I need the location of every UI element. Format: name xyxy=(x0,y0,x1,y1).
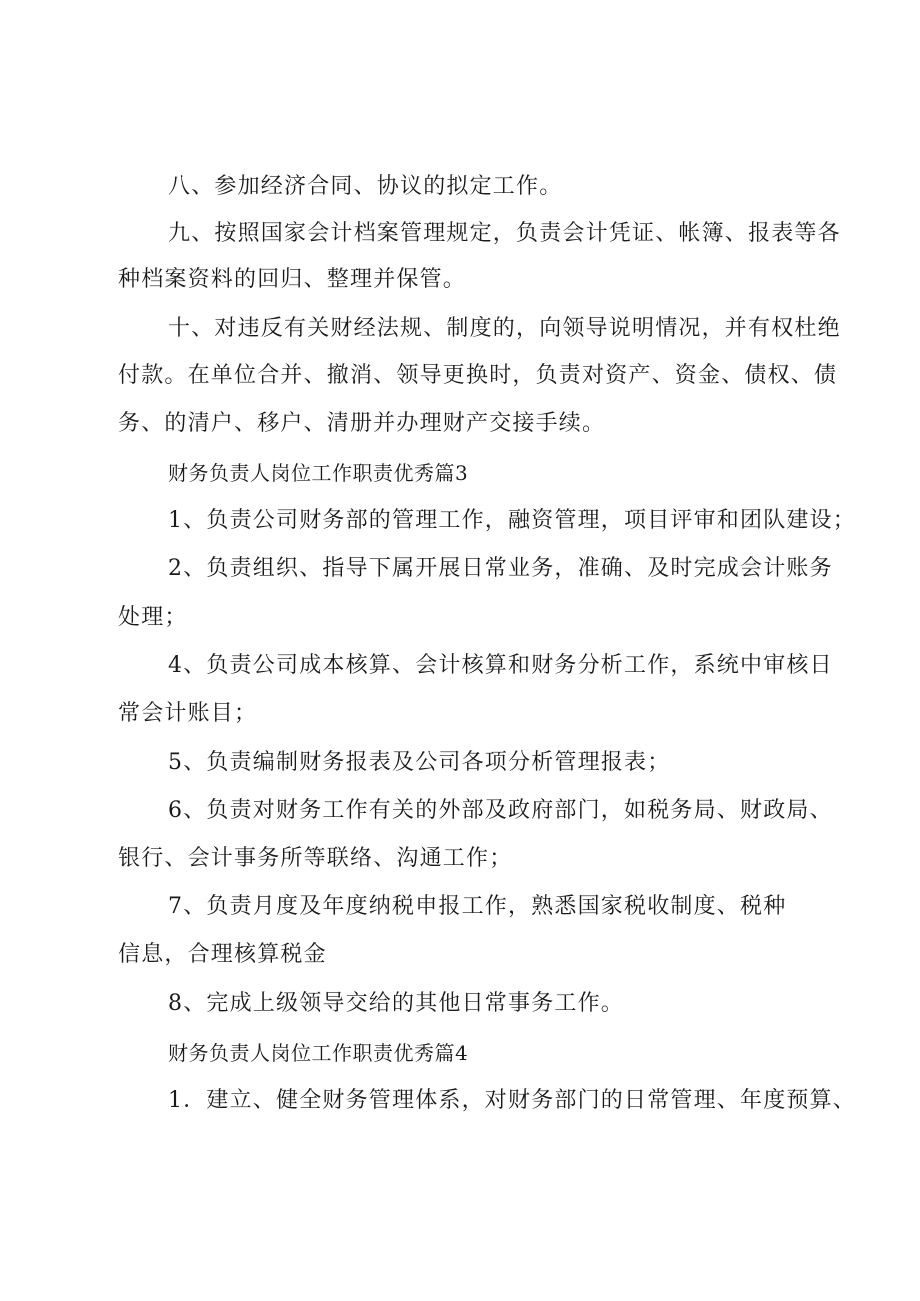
paragraph-line: 九、按照国家会计档案管理规定，负责会计凭证、帐簿、报表等各 xyxy=(168,221,841,246)
paragraph-line: 5、负责编制财务报表及公司各项分析管理报表； xyxy=(168,750,671,775)
paragraph-line: 8、完成上级领导交给的其他日常事务工作。 xyxy=(168,991,624,1016)
paragraph-line: 信息，合理核算税金 xyxy=(118,942,327,967)
paragraph-line: 2、负责组织、指导下属开展日常业务，准确、及时完成会计账务 xyxy=(168,556,833,581)
paragraph-line: 6、负责对财务工作有关的外部及政府部门，如税务局、财政局、 xyxy=(168,798,833,823)
paragraph-line: 常会计账目； xyxy=(118,701,258,726)
paragraph-line: 4、负责公司成本核算、会计核算和财务分析工作，系统中审核日 xyxy=(168,653,833,678)
paragraph-line: 处理； xyxy=(118,605,188,630)
section-heading: 财务负责人岗位工作职责优秀篇3 xyxy=(168,461,469,485)
paragraph-line: 种档案资料的回归、整理并保管。 xyxy=(118,267,467,292)
paragraph-line: 7、负责月度及年度纳税申报工作，熟悉国家税收制度、税种 xyxy=(168,894,787,919)
paragraph-line: 1．建立、健全财务管理体系，对财务部门的日常管理、年度预算、 xyxy=(168,1088,856,1113)
paragraph-line: 1、负责公司财务部的管理工作，融资管理，项目评审和团队建设； xyxy=(168,508,856,533)
paragraph-line: 八、参加经济合同、协议的拟定工作。 xyxy=(168,174,563,199)
paragraph-line: 付款。在单位合并、撤消、领导更换时，负责对资产、资金、债权、债 xyxy=(118,363,838,388)
section-heading: 财务负责人岗位工作职责优秀篇4 xyxy=(168,1041,469,1065)
paragraph-line: 十、对违反有关财经法规、制度的，向领导说明情况，并有权杜绝 xyxy=(168,316,841,341)
paragraph-line: 银行、会计事务所等联络、沟通工作； xyxy=(118,846,513,871)
paragraph-line: 务、的清户、移户、清册并办理财产交接手续。 xyxy=(118,411,606,436)
